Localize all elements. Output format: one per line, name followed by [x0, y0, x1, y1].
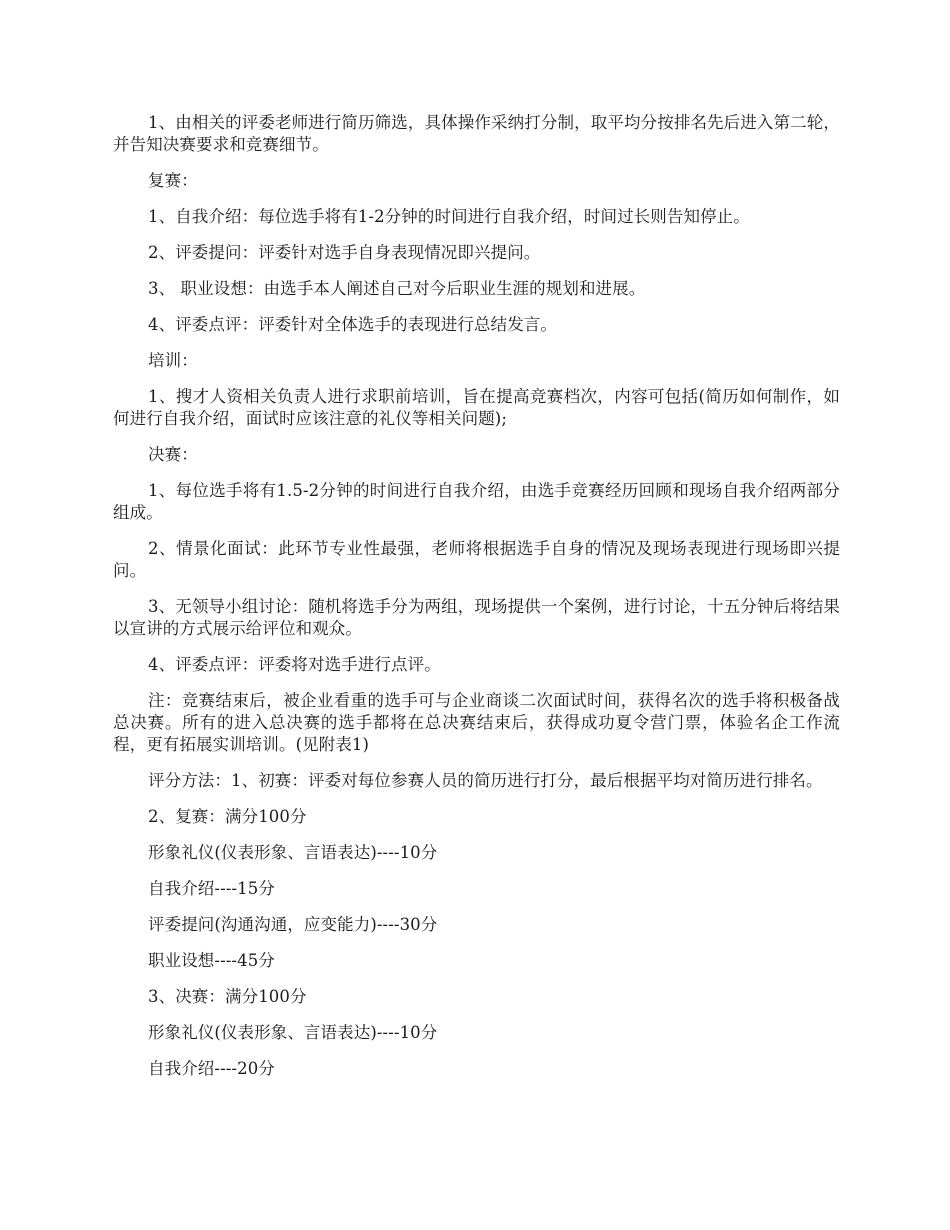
score-item-appearance-final: 形象礼仪(仪表形象、言语表达)----10分: [148, 1023, 438, 1042]
paragraph-preliminary-screening: 1、由相关的评委老师进行简历筛选，具体操作采纳打分制，取平均分按排名先后进入第二轮，并告知决赛要求和竞赛细节。: [113, 113, 840, 154]
paragraph-semifinal-career-plan: 3、 职业设想：由选手本人阐述自己对今后职业生涯的规划和进展。: [148, 279, 646, 298]
paragraph-note: 注：竞赛结束后，被企业看重的选手可与企业商谈二次面试时间，获得名次的选手将积极备战总决赛。所有的进入总决赛的选手都将在总决赛结束后，获得成功夏令营门票，体验名企工作流程，更有拓展实训培训。(见附表1): [113, 691, 840, 754]
paragraph-training: 1、搜才人资相关负责人进行求职前培训，旨在提高竞赛档次，内容可包括(简历如何制作，如何进行自我介绍，面试时应该注意的礼仪等相关问题);: [113, 387, 840, 428]
paragraph-semifinal-judge-comments: 4、评委点评：评委针对全体选手的表现进行总结发言。: [148, 315, 557, 334]
paragraph-scoring-method: 评分方法：1、初赛：评委对每位参赛人员的简历进行打分，最后根据平均对简历进行排名。: [148, 771, 823, 790]
paragraph-final-judge-comments: 4、评委点评：评委将对选手进行点评。: [148, 655, 441, 674]
heading-training: 培训：: [148, 351, 198, 370]
score-item-self-intro-semifinal: 自我介绍----15分: [148, 879, 275, 898]
heading-semifinal: 复赛：: [148, 171, 198, 190]
score-item-career-plan-semifinal: 职业设想----45分: [148, 951, 275, 970]
paragraph-final-self-intro: 1、每位选手将有1.5-2分钟的时间进行自我介绍，由选手竞赛经历回顾和现场自我介绍两部分组成。: [113, 481, 840, 522]
score-item-self-intro-final: 自我介绍----20分: [148, 1059, 275, 1078]
document-body: [113, 112, 840, 1094]
paragraph-final-situational-interview: 2、情景化面试：此环节专业性最强，老师将根据选手自身的情况及现场表现进行现场即兴提问。: [113, 539, 840, 580]
paragraph-semifinal-self-intro: 1、自我介绍：每位选手将有1-2分钟的时间进行自我介绍，时间过长则告知停止。: [148, 207, 750, 226]
paragraph-semifinal-judge-questions: 2、评委提问：评委针对选手自身表现情况即兴提问。: [148, 243, 541, 262]
paragraph-semifinal-full-score: 2、复赛：满分100分: [148, 807, 307, 826]
paragraph-final-group-discussion: 3、无领导小组讨论：随机将选手分为两组，现场提供一个案例，进行讨论，十五分钟后将结果以宣讲的方式展示给评位和观众。: [113, 597, 840, 638]
score-item-appearance-semifinal: 形象礼仪(仪表形象、言语表达)----10分: [148, 843, 438, 862]
score-item-judge-questions-semifinal: 评委提问(沟通沟通，应变能力)----30分: [148, 915, 438, 934]
heading-final: 决赛：: [148, 445, 198, 464]
paragraph-final-full-score: 3、决赛：满分100分: [148, 987, 307, 1006]
